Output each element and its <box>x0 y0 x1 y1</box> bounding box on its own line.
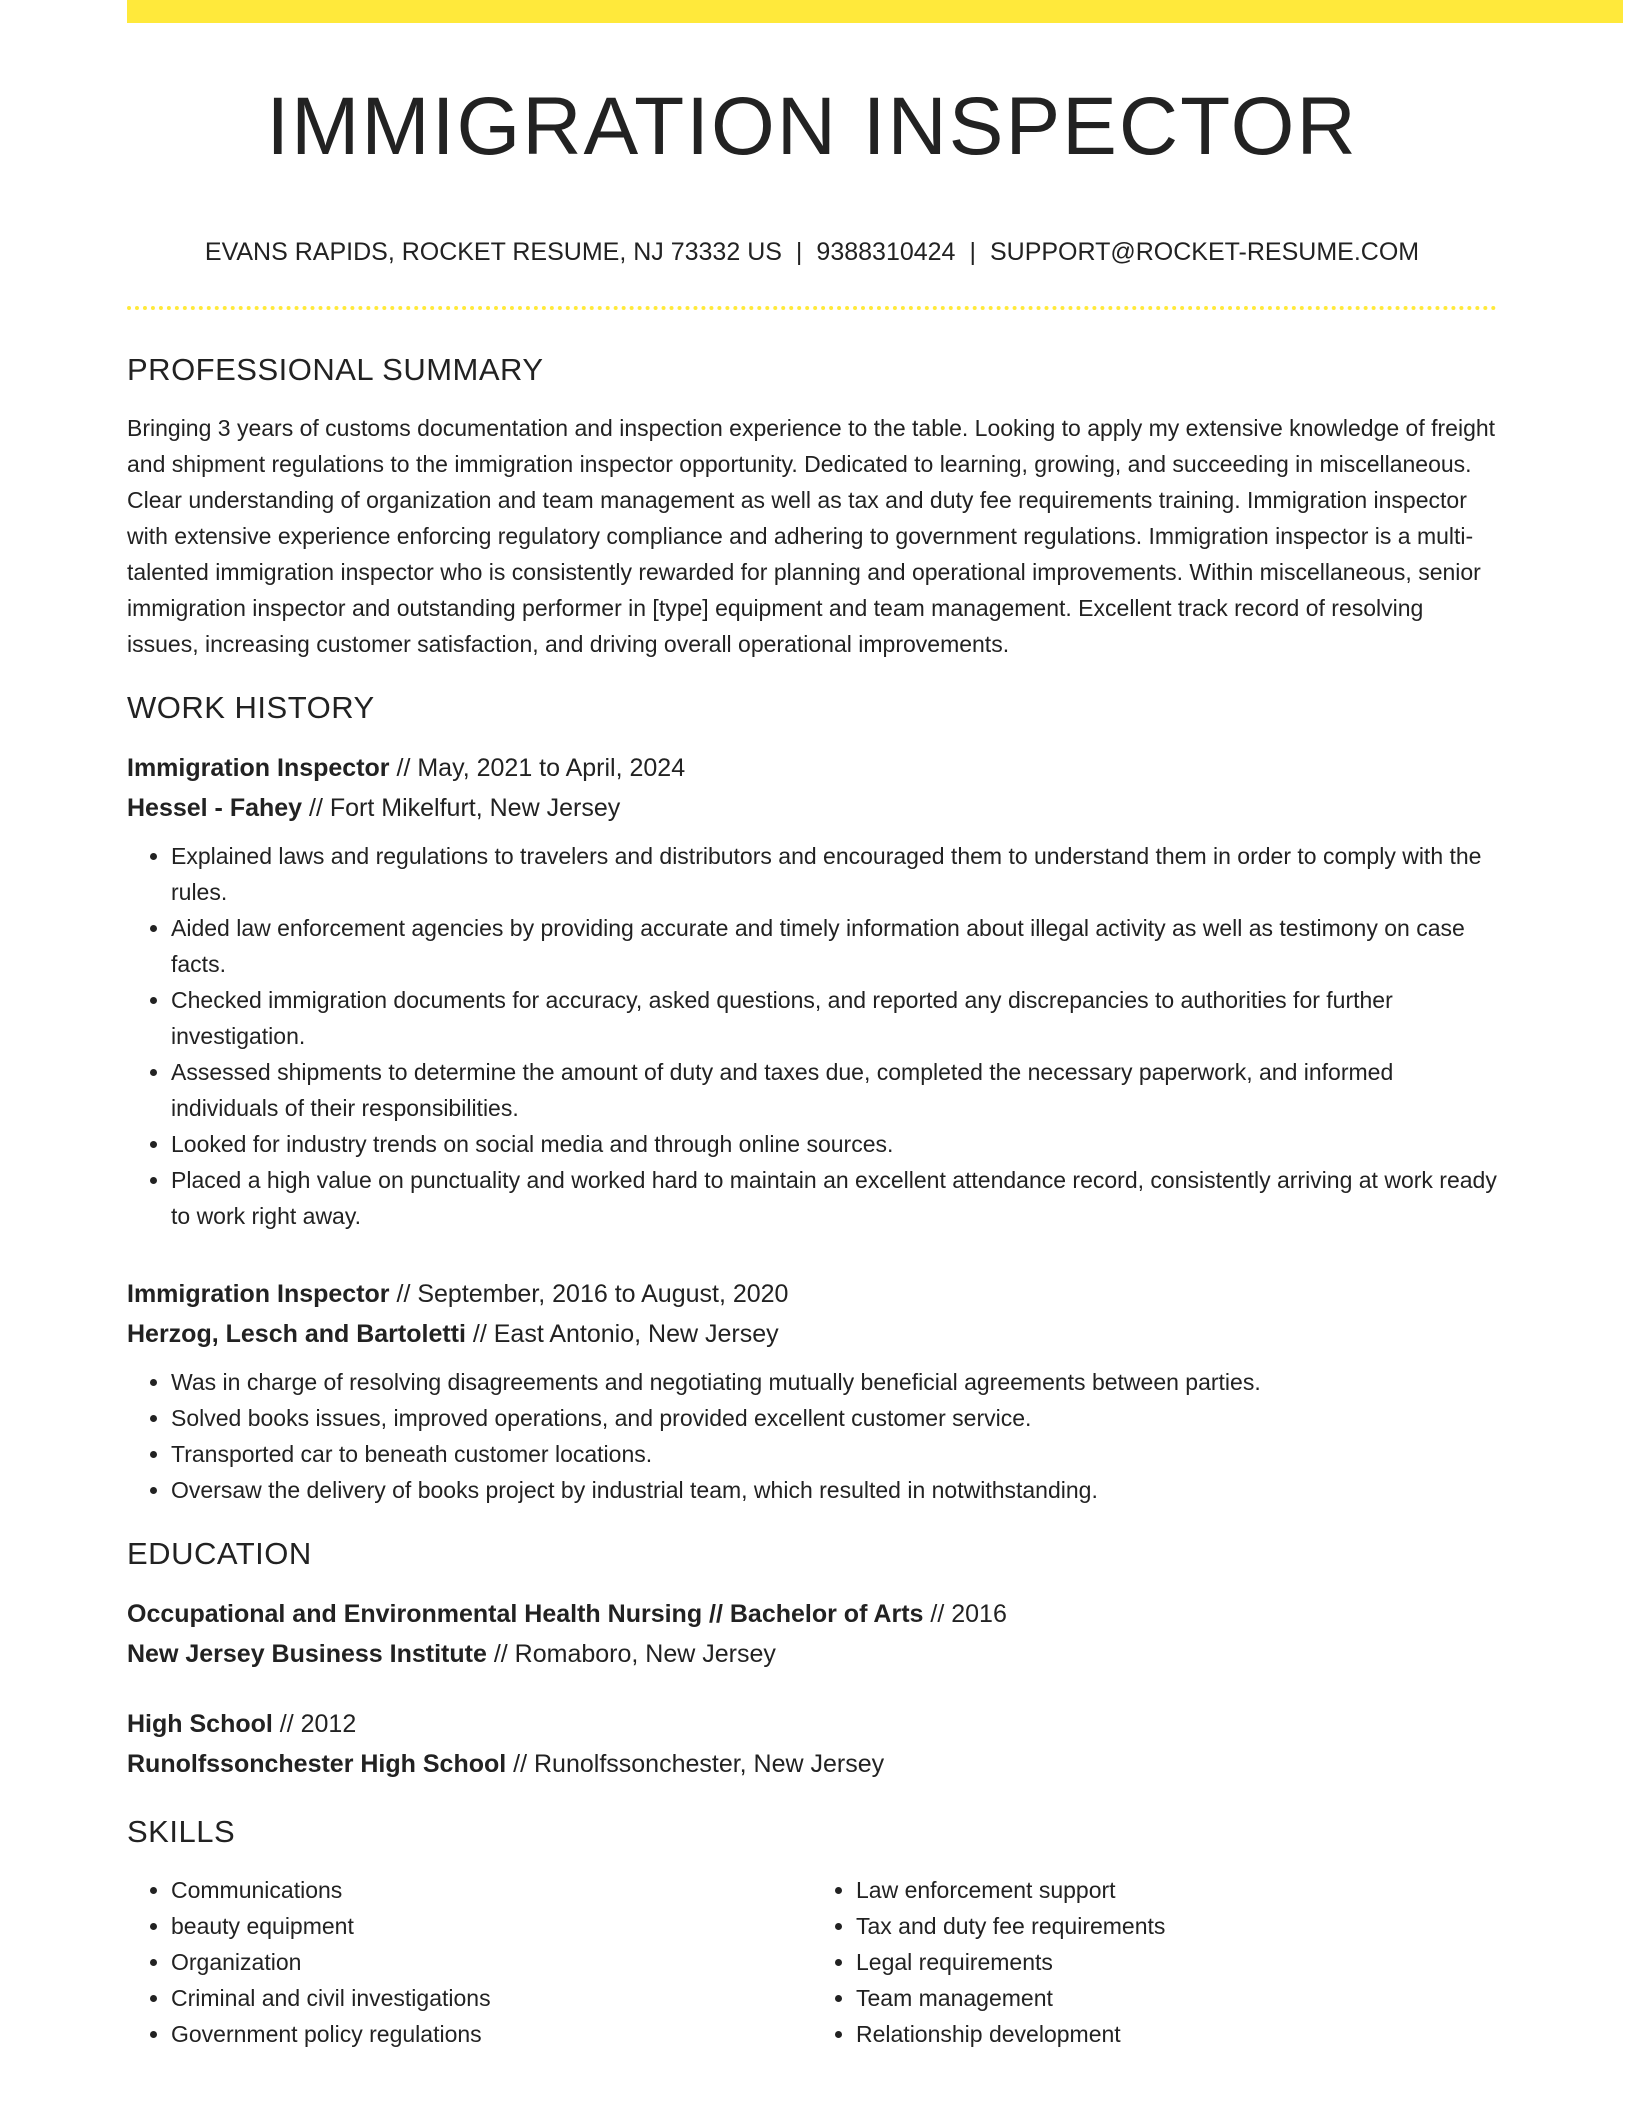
skill-item: • Organization <box>171 1944 812 1980</box>
resume-title: IMMIGRATION INSPECTOR <box>266 81 1358 172</box>
job-bullet: • Aided law enforcement agencies by providing accurate and timely information about illegal activity as well as testimony on case facts. <box>171 910 1497 982</box>
summary-heading: PROFESSIONAL SUMMARY <box>127 352 544 387</box>
resume-content <box>127 352 1497 2052</box>
education-school-line <box>127 1744 1497 1784</box>
job-company-line <box>127 788 1497 828</box>
education-entry <box>127 1594 1497 1674</box>
skills-heading: SKILLS <box>127 1814 236 1849</box>
job-company: Herzog, Lesch and Bartoletti <box>127 1320 466 1348</box>
job-company-line <box>127 1314 1497 1354</box>
education-degree-line <box>127 1594 1497 1634</box>
summary-text: Bringing 3 years of customs documentation and inspection experience to the table. Looking to apply my extensive knowledge of freight and shipment regulations to the immigration inspector opportunity. Dedicated to learning, growing, and succeeding in miscellaneous. Clear understanding of organization and team management as well as tax and duty fee requirements training. Immigration inspector with extensive experience enforcing regulatory compliance and adhering to government regulations. Immigration inspector is a multi-talented immigration inspector who is consistently rewarded for planning and operational improvements. Within miscellaneous, senior immigration inspector and outstanding performer in [type] equipment and team management. Excellent track record of resolving issues, increasing customer satisfaction, and driving overall operational improvements. <box>127 415 1496 657</box>
contact-line <box>127 238 1497 267</box>
skill-item: • Law enforcement support <box>856 1872 1497 1908</box>
skills-columns <box>127 1872 1497 2052</box>
job-title: Immigration Inspector <box>127 1280 390 1308</box>
skill-item: • beauty equipment <box>171 1908 812 1944</box>
job-location: // East Antonio, New Jersey <box>472 1320 779 1348</box>
job-entry <box>127 1274 1497 1508</box>
skill-item: • Relationship development <box>856 2016 1497 2052</box>
skill-item: • Legal requirements <box>856 1944 1497 1980</box>
skill-item: • Communications <box>171 1872 812 1908</box>
skills-list-right <box>812 1872 1497 2052</box>
top-accent-bar <box>127 0 1623 23</box>
education-school-line <box>127 1634 1497 1674</box>
job-bullet: • Assessed shipments to determine the amount of duty and taxes due, completed the necessary paperwork, and informed individuals of their responsibilities. <box>171 1054 1497 1126</box>
education-location: // Runolfssonchester, New Jersey <box>513 1750 885 1778</box>
skill-item: • Team management <box>856 1980 1497 2016</box>
job-location: // Fort Mikelfurt, New Jersey <box>309 794 621 822</box>
job-bullet: • Looked for industry trends on social media and through online sources. <box>171 1126 1497 1162</box>
job-bullets <box>127 838 1497 1234</box>
education-school: Runolfssonchester High School <box>127 1750 507 1778</box>
skill-item: • Criminal and civil investigations <box>171 1980 812 2016</box>
job-title-line <box>127 748 1497 788</box>
dotted-divider <box>127 306 1497 310</box>
job-bullet: • Oversaw the delivery of books project by industrial team, which resulted in notwithstanding. <box>171 1472 1497 1508</box>
job-bullet: • Placed a high value on punctuality and worked hard to maintain an excellent attendance record, consistently arriving at work ready to work right away. <box>171 1162 1497 1234</box>
job-dates: // September, 2016 to August, 2020 <box>396 1280 789 1308</box>
contact-address: EVANS RAPIDS, ROCKET RESUME, NJ 73332 US <box>204 238 782 266</box>
skills-list-left <box>127 1872 812 2052</box>
job-title-line <box>127 1274 1497 1314</box>
education-degree-line <box>127 1704 1497 1744</box>
education-year: // 2016 <box>930 1600 1007 1628</box>
education-entry <box>127 1704 1497 1784</box>
contact-separator: | <box>795 238 803 266</box>
job-bullet: • Was in charge of resolving disagreements and negotiating mutually beneficial agreements between parties. <box>171 1364 1497 1400</box>
skill-item: • Tax and duty fee requirements <box>856 1908 1497 1944</box>
job-entry <box>127 748 1497 1234</box>
education-school: New Jersey Business Institute <box>127 1640 487 1668</box>
job-bullets <box>127 1364 1497 1508</box>
education-degree: Occupational and Environmental Health Nursing // Bachelor of Arts <box>127 1600 924 1628</box>
contact-separator: | <box>969 238 976 266</box>
job-title: Immigration Inspector <box>127 754 390 782</box>
work-history-section <box>127 690 1497 1508</box>
job-bullet: • Checked immigration documents for accuracy, asked questions, and reported any discrepancies to authorities for further investigation. <box>171 982 1497 1054</box>
work-history-heading: WORK HISTORY <box>127 690 375 725</box>
job-bullet: • Transported car to beneath customer locations. <box>171 1436 1497 1472</box>
contact-email: SUPPORT@ROCKET-RESUME.COM <box>989 238 1420 266</box>
education-degree: High School <box>127 1710 273 1738</box>
skills-section <box>127 1814 1497 2052</box>
education-year: // 2012 <box>279 1710 357 1738</box>
skill-item: • Government policy regulations <box>171 2016 812 2052</box>
job-bullet: • Explained laws and regulations to travelers and distributors and encouraged them to understand them in order to comply with the rules. <box>171 838 1497 910</box>
education-location: // Romaboro, New Jersey <box>493 1640 776 1668</box>
job-company: Hessel - Fahey <box>127 794 303 822</box>
summary-section <box>127 352 1497 662</box>
job-bullet: • Solved books issues, improved operations, and provided excellent customer service. <box>171 1400 1497 1436</box>
education-section <box>127 1536 1497 1784</box>
education-heading: EDUCATION <box>127 1536 312 1571</box>
contact-phone: 9388310424 <box>816 238 956 266</box>
job-dates: // May, 2021 to April, 2024 <box>396 754 686 782</box>
